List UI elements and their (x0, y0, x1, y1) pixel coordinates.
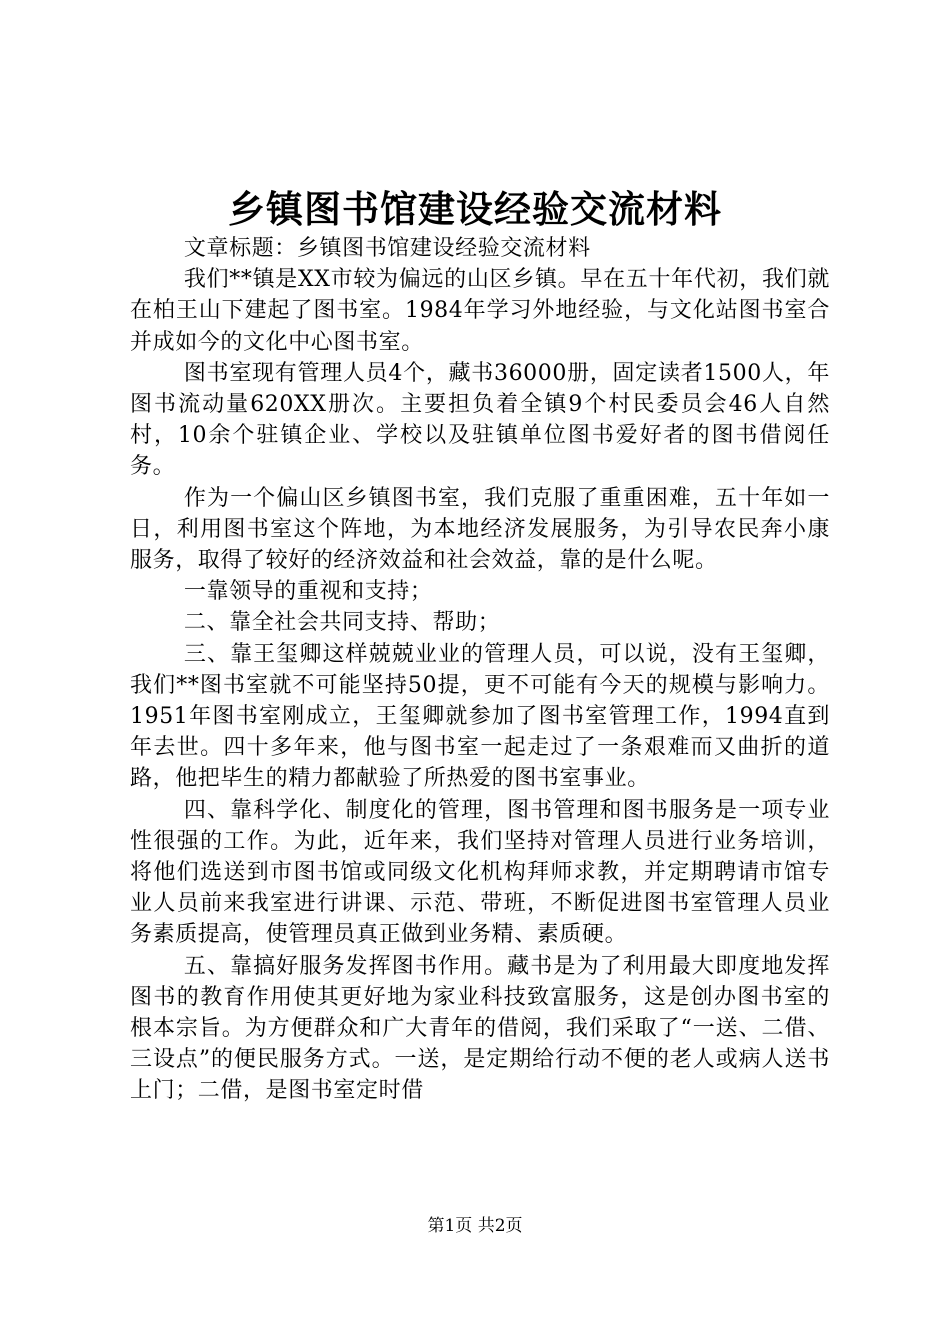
document-body (130, 233, 830, 1107)
paragraph-point-three: 三、靠王玺卿这样兢兢业业的管理人员，可以说，没有王玺卿，我们**图书室就不可能坚持50提，更不可能有今天的规模与影响力。1951年图书室刚成立，王玺卿就参加了图书室管理工作，1994直到年去世。四十多年来，他与图书室一起走过了一条艰难而又曲折的道路，他把毕生的精力都献验了所热爱的图书室事业。 (130, 641, 830, 792)
paragraph-point-five: 五、靠搞好服务发挥图书作用。藏书是为了利用最大即度地发挥图书的教育作用使其更好地为家业科技致富服务，这是创办图书室的根本宗旨。为方便群众和广大青年的借阅，我们采取了“一送、二借、三设点”的便民服务方式。一送，是定期给行动不便的老人或病人送书上门；二借，是图书室定时借 (130, 953, 830, 1104)
document-title: 乡镇图书馆建设经验交流材料 (228, 187, 722, 231)
paragraph-question: 作为一个偏山区乡镇图书室，我们克服了重重困难，五十年如一日，利用图书室这个阵地，为本地经济发展服务，为引导农民奔小康服务，取得了较好的经济效益和社会效益，靠的是什么呢。 (130, 485, 830, 574)
paragraph-point-two: 二、靠全社会共同支持、帮助； (183, 610, 501, 636)
page-footer: 第1页 共2页 (427, 1216, 523, 1236)
paragraph-point-one: 一靠领导的重视和支持； (183, 579, 433, 605)
paragraph-intro: 我们**镇是XX市较为偏远的山区乡镇。早在五十年代初，我们就在柏王山下建起了图书室。1984年学习外地经验，与文化站图书室合并成如今的文化中心图书室。 (130, 267, 830, 355)
paragraph-staff-and-collection: 图书室现有管理人员4个，藏书36000册，固定读者1500人，年图书流动量620XX册次。主要担负着全镇9个村民委员会46人自然村，10余个驻镇企业、学校以及驻镇单位图书爱好者的图书借阅任务。 (130, 360, 830, 480)
paragraph-article-title: 文章标题：乡镇图书馆建设经验交流材料 (183, 236, 591, 261)
paragraph-point-four: 四、靠科学化、制度化的管理，图书管理和图书服务是一项专业性很强的工作。为此，近年来，我们坚持对管理人员进行业务培训，将他们选送到市图书馆或同级文化机构拜师求教，并定期聘请市馆专业人员前来我室进行讲课、示范、带班，不断促进图书室管理人员业务素质提高，使管理员真正做到业务精、素质硬。 (130, 797, 830, 948)
